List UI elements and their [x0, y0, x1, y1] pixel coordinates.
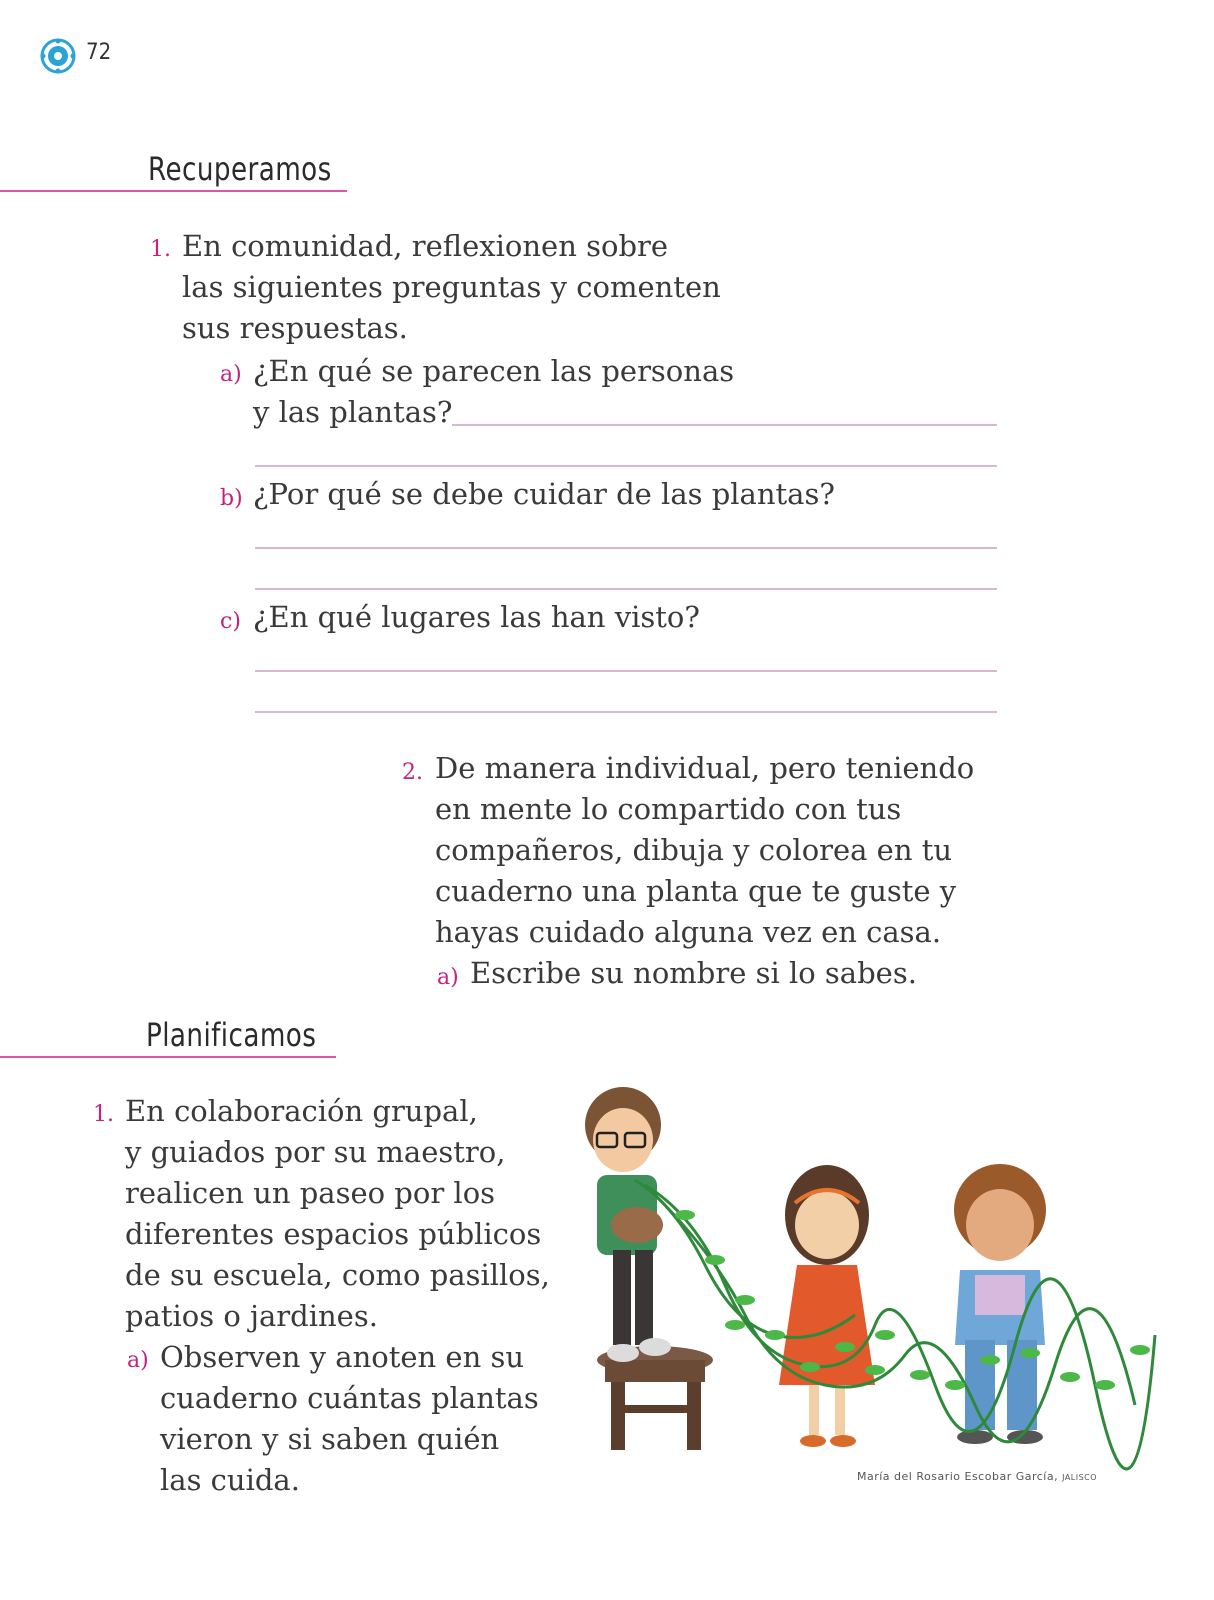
item-number: 1.: [150, 237, 171, 262]
section-rule: [0, 190, 347, 192]
compass-rose-icon: [40, 38, 76, 74]
answer-line[interactable]: [255, 711, 997, 713]
answer-line[interactable]: [255, 465, 997, 467]
sub-label: a): [437, 965, 459, 990]
section-title-recuperamos: Recuperamos: [148, 150, 332, 188]
vine-leaves: [675, 1210, 1150, 1390]
question-c: ¿En qué lugares las han visto?: [253, 600, 700, 634]
page-number: 72: [86, 40, 112, 65]
sub-label: c): [220, 609, 241, 634]
answer-line[interactable]: [255, 670, 997, 672]
section-rule: [0, 1056, 336, 1058]
answer-line[interactable]: [255, 588, 997, 590]
curly-haired-boy: [954, 1164, 1046, 1444]
answer-line[interactable]: [452, 424, 997, 426]
boy-with-glasses: [585, 1087, 671, 1362]
section-title-planificamos: Planificamos: [146, 1016, 317, 1054]
question-a: ¿En qué se parecen las personas y las plantas?: [253, 354, 735, 429]
sub-text: Escribe su nombre si lo sabes.: [470, 956, 917, 990]
illustration-credit: María del Rosario Escobar García, JALISCO: [857, 1470, 1098, 1483]
answer-line[interactable]: [255, 547, 997, 549]
item-number: 1.: [93, 1102, 114, 1127]
sub-label: a): [220, 362, 242, 387]
item-number: 2.: [402, 760, 423, 785]
sub-text: Observen y anoten en su cuaderno cuántas plantas vieron y si saben quién las cuida.: [160, 1340, 539, 1497]
stool: [597, 1346, 713, 1450]
question-b: ¿Por qué se debe cuidar de las plantas?: [253, 477, 835, 511]
green-vines: [635, 1180, 1155, 1469]
sub-label: b): [220, 486, 243, 511]
item-text: En comunidad, reflexionen sobre las siguientes preguntas y comenten sus respuestas.: [182, 229, 721, 345]
item-text: En colaboración grupal, y guiados por su maestro, realicen un paseo por los diferentes espacios públicos de su escuela, como pasillos, patios o jardines.: [125, 1094, 550, 1333]
sub-label: a): [127, 1348, 149, 1373]
girl-with-headband: [779, 1165, 875, 1447]
children-with-plants-illustration: [575, 1085, 1175, 1475]
item-text: De manera individual, pero teniendo en mente lo compartido con tus compañeros, dibuja y colorea en tu cuaderno una planta que te guste y hayas cuidado alguna vez en casa.: [435, 751, 975, 949]
